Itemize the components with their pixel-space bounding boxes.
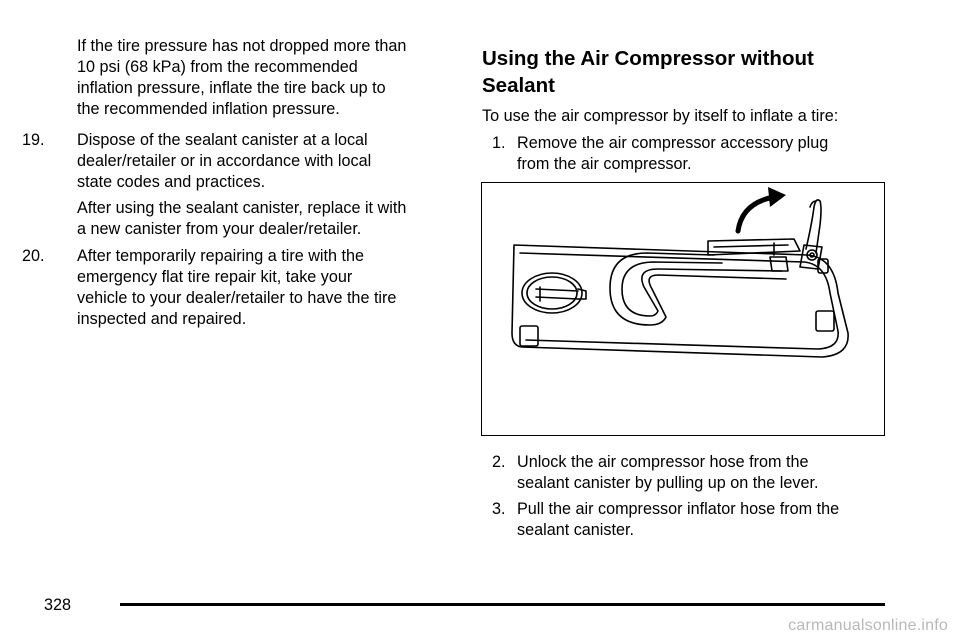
step-19-extra-2: a new canister from your dealer/retailer. (77, 220, 362, 238)
step-19-number: 19. (22, 131, 45, 149)
step-19-line-1: Dispose of the sealant canister at a local (77, 131, 368, 149)
intro-line-4: the recommended inflation pressure. (77, 100, 340, 118)
step-2-number: 2. (492, 453, 506, 471)
compressor-illustration (481, 182, 885, 436)
section-intro: To use the air compressor by itself to inflate a tire: (482, 107, 839, 125)
compressor-drawing (482, 183, 886, 437)
step-1-line-1: Remove the air compressor accessory plug (517, 134, 829, 152)
foot-left (520, 326, 538, 346)
intro-line-2: 10 psi (68 kPa) from the recommended (77, 58, 358, 76)
intro-line-3: inflation pressure, inflate the tire back up to (77, 79, 386, 97)
oval-window (522, 273, 582, 313)
step-20-line-1: After temporarily repairing a tire with the (77, 247, 364, 265)
section-heading-line-1: Using the Air Compressor without (482, 47, 814, 70)
step-20-number: 20. (22, 247, 45, 265)
step-1-number: 1. (492, 134, 506, 152)
step-19-extra-1: After using the sealant canister, replace it with (77, 199, 407, 217)
step-3-number: 3. (492, 500, 506, 518)
footer-rule (120, 603, 885, 606)
watermark: carmanualsonline.info (788, 617, 948, 634)
step-20-line-3: vehicle to your dealer/retailer to have the tire (77, 289, 397, 307)
foot-right (816, 311, 834, 331)
step-20-line-2: emergency flat tire repair kit, take your (77, 268, 353, 286)
step-1-line-2: from the air compressor. (517, 155, 692, 173)
curved-arrow-icon (738, 197, 774, 231)
step-19-line-3: state codes and practices. (77, 173, 266, 191)
step-2-line-1: Unlock the air compressor hose from the (517, 453, 809, 471)
page-number: 328 (44, 596, 72, 614)
housing-inner-edge (520, 253, 838, 349)
step-3-line-1: Pull the air compressor inflator hose from the (517, 500, 840, 518)
step-2-line-2: sealant canister by pulling up on the lever. (517, 474, 819, 492)
section-heading-line-2: Sealant (482, 74, 555, 97)
step-19-line-2: dealer/retailer or in accordance with local (77, 152, 372, 170)
intro-line-1: If the tire pressure has not dropped more than (77, 37, 407, 55)
step-3-line-2: sealant canister. (517, 521, 634, 539)
step-20-line-4: inspected and repaired. (77, 310, 247, 328)
